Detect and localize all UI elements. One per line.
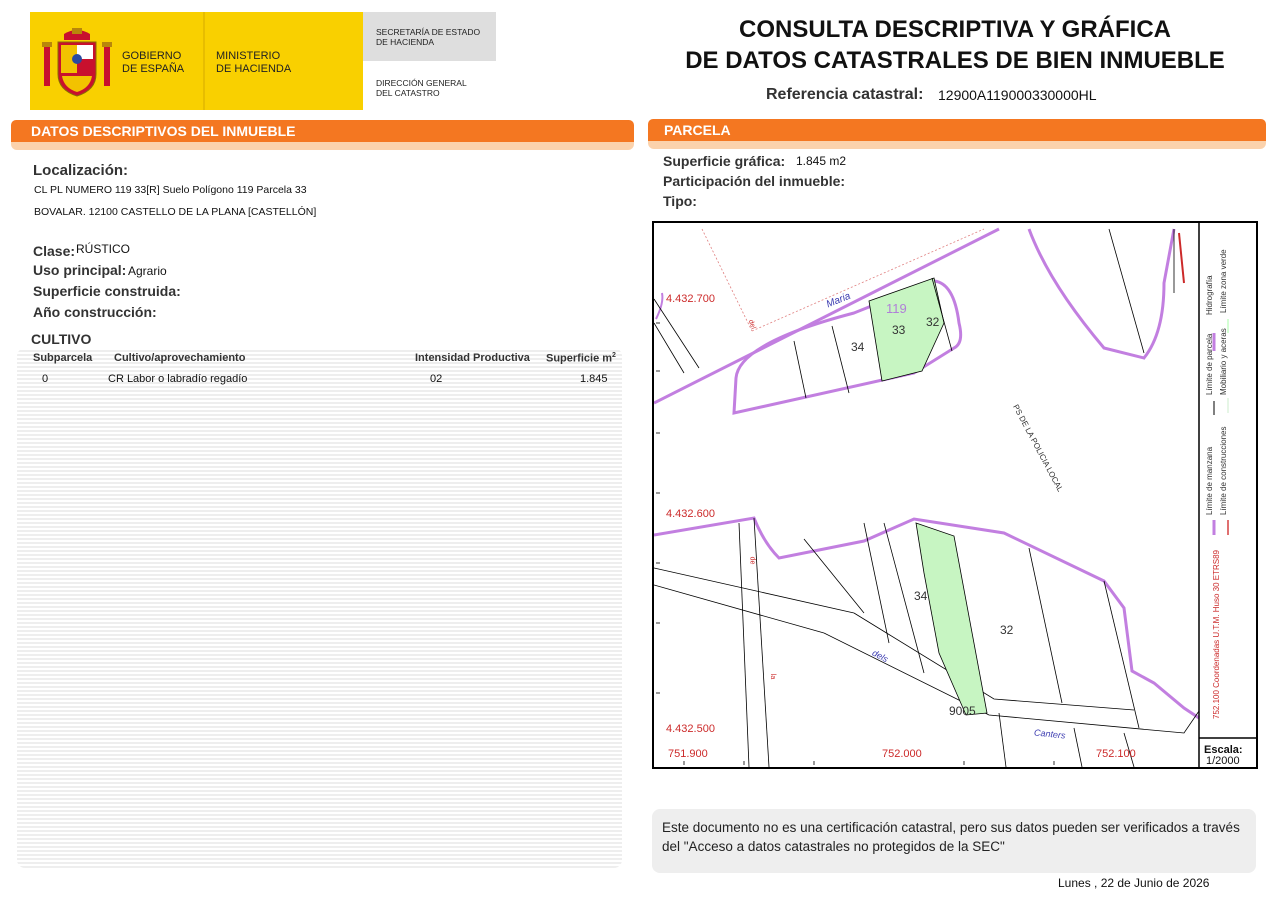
legend-construcciones: Límite de construcciones	[1219, 426, 1228, 515]
northing-500: 4.432.500	[666, 723, 715, 735]
ref-label: Referencia catastral:	[766, 86, 924, 103]
clase-label: Clase:	[33, 243, 76, 259]
street-policia: PS DE LA POLICIA LOCAL	[1011, 403, 1065, 494]
cultivo-table	[17, 348, 622, 868]
legend-hidrografia: Hidrografía	[1205, 275, 1214, 315]
section-descriptivos-header: DATOS DESCRIPTIVOS DEL INMUEBLE	[11, 120, 634, 142]
escala-label: Escala:	[1204, 744, 1243, 756]
street-del: del	[746, 318, 757, 331]
clase-value: RÚSTICO	[76, 242, 130, 256]
ref-value: 12900A119000330000HL	[938, 87, 1097, 103]
label-road-9005: 9005	[949, 704, 976, 718]
legend-limite-manzana: Límite de manzana	[1205, 446, 1214, 515]
government-logo	[30, 12, 363, 110]
label-top-33: 33	[892, 323, 906, 337]
logo-divider	[203, 12, 205, 110]
cell-cultivo: CR Labor o labradío regadío	[108, 373, 248, 385]
anio-construccion-label: Año construcción:	[33, 304, 157, 320]
easting-100: 752.100	[1096, 748, 1136, 760]
uso-value: Agrario	[128, 264, 167, 278]
gobierno-line2: DE ESPAÑA	[122, 63, 185, 75]
section-descriptivos-underline	[11, 142, 634, 150]
legend-mobiliario: Mobiliario y aceras	[1219, 328, 1228, 395]
street-canters: Canters	[1033, 727, 1066, 741]
section-parcela-header: PARCELA	[648, 119, 1266, 141]
easting-000: 752.000	[882, 748, 922, 760]
participacion-label: Participación del inmueble:	[663, 173, 846, 189]
localizacion-line2: BOVALAR. 12100 CASTELLO DE LA PLANA [CASTELLÓN]	[34, 206, 317, 218]
label-bottom-34: 34	[914, 589, 928, 603]
direccion-text	[376, 78, 467, 98]
cell-intensidad: 02	[430, 373, 443, 385]
street-de: de	[748, 556, 756, 565]
ministerio-text	[216, 50, 291, 76]
secretaria-line2: DE HACIENDA	[376, 37, 435, 47]
street-maria: Maria	[824, 290, 853, 311]
th-superficie	[546, 352, 616, 365]
title-line2: DE DATOS CATASTRALES DE BIEN INMUEBLE	[685, 47, 1225, 74]
coat-of-arms-icon	[42, 26, 112, 98]
gobierno-text	[122, 50, 184, 76]
legend-coordenadas: 752.100 Coordenadas U.T.M. Huso 30 ETRS89	[1212, 550, 1221, 719]
cultivo-title: CULTIVO	[31, 331, 92, 347]
secretaria-box	[363, 12, 496, 61]
label-poligono: 119	[886, 301, 907, 316]
legend-zona-verde: Límite zona verde	[1219, 249, 1228, 313]
th-subparcela: Subparcela	[33, 352, 93, 364]
disclaimer-text: Este documento no es una certificación catastral, pero sus datos pueden ser verificados a través del "Acceso a datos catastrales no protegidos de la SEC"	[662, 820, 1240, 854]
ministerio-line2: DE HACIENDA	[216, 63, 292, 75]
easting-900: 751.900	[668, 748, 708, 760]
direccion-line2: DEL CATASTRO	[376, 88, 440, 98]
uso-label: Uso principal:	[33, 262, 127, 278]
page-title	[640, 14, 1270, 76]
superficie-grafica-label: Superficie gráfica:	[663, 153, 786, 169]
gobierno-line1: GOBIERNO	[122, 50, 182, 62]
northing-600: 4.432.600	[666, 508, 715, 520]
superficie-grafica-value: 1.845 m2	[796, 154, 847, 168]
th-intensidad: Intensidad Productiva	[415, 352, 530, 364]
tipo-label: Tipo:	[663, 193, 697, 209]
cell-superficie: 1.845	[580, 373, 608, 385]
map-canvas	[654, 223, 1256, 767]
secretaria-line1: SECRETARÍA DE ESTADO	[376, 27, 481, 37]
escala-value: 1/2000	[1206, 755, 1240, 767]
cadastral-map	[652, 221, 1258, 769]
th-cultivo: Cultivo/aprovechamiento	[114, 352, 246, 364]
street-dels: dels	[870, 647, 890, 665]
title-line1: CONSULTA DESCRIPTIVA Y GRÁFICA	[738, 16, 1172, 43]
localizacion-line1: CL PL NUMERO 119 33[R] Suelo Polígono 119 Parcela 33	[34, 184, 307, 196]
ministerio-line1: MINISTERIO	[216, 50, 281, 62]
th-superficie-sup: 2	[612, 352, 616, 359]
footer-date: Lunes , 22 de Junio de 2026	[1058, 876, 1210, 890]
northing-700: 4.432.700	[666, 293, 715, 305]
localizacion-label: Localización:	[33, 162, 129, 179]
label-bottom-32: 32	[1000, 623, 1014, 637]
th-superficie-text: Superficie m	[546, 352, 613, 365]
direccion-line1: DIRECCIÓN GENERAL	[376, 78, 467, 88]
cell-subparcela: 0	[42, 373, 49, 385]
section-parcela-underline	[648, 141, 1266, 149]
legend-limite-parcela: Límite de parcela	[1205, 333, 1214, 395]
superficie-construida-label: Superficie construida:	[33, 283, 181, 299]
label-top-32: 32	[926, 315, 940, 329]
label-top-34: 34	[851, 340, 865, 354]
disclaimer-note	[652, 809, 1256, 873]
street-la: la	[769, 673, 777, 680]
